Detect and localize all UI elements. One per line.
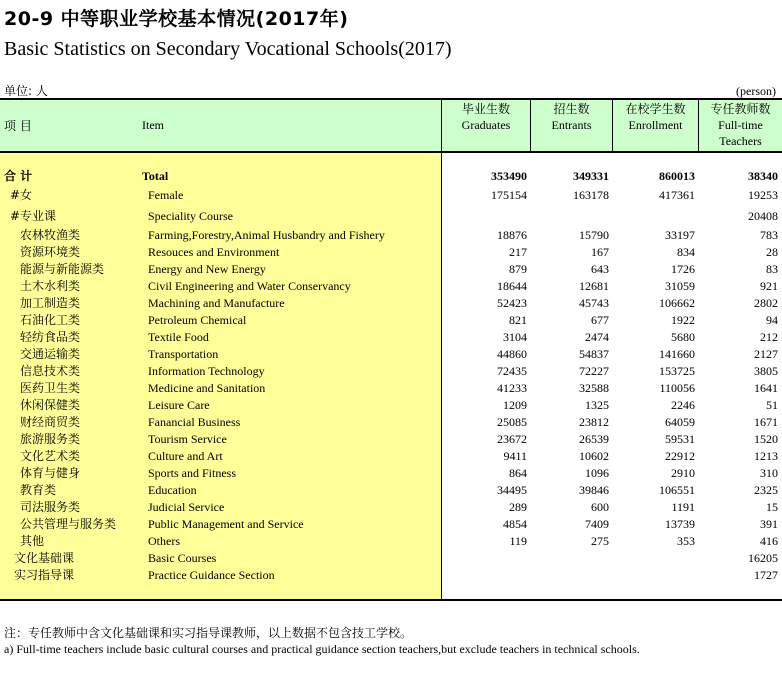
header-teachers-en-1: Full-time bbox=[718, 118, 763, 132]
cell-entrants: 45743 bbox=[579, 296, 609, 310]
row-label-en: Energy and New Energy bbox=[148, 262, 266, 276]
cell-entrants: 677 bbox=[591, 313, 609, 327]
row-label-cn: 能源与新能源类 bbox=[20, 262, 105, 276]
table-row bbox=[0, 567, 782, 584]
table-row bbox=[0, 550, 782, 567]
cell-graduates: 72435 bbox=[497, 364, 527, 378]
row-label-en: Others bbox=[148, 534, 180, 548]
table-row-total bbox=[0, 168, 782, 185]
row-label-en: Speciality Course bbox=[148, 209, 233, 223]
header-item-shade bbox=[0, 99, 441, 151]
cell-entrants: 39846 bbox=[579, 483, 609, 497]
table-row bbox=[0, 397, 782, 414]
table-row bbox=[0, 516, 782, 533]
cell-teachers: 921 bbox=[760, 279, 778, 293]
cell-enrollment: 5680 bbox=[671, 330, 695, 344]
cell-teachers: 1671 bbox=[754, 415, 778, 429]
cell-graduates: 353490 bbox=[491, 169, 527, 183]
cell-entrants: 1096 bbox=[585, 466, 609, 480]
cell-graduates: 25085 bbox=[497, 415, 527, 429]
row-label-en: Fanancial Business bbox=[148, 415, 241, 429]
row-label-cn: 财经商贸类 bbox=[20, 415, 81, 429]
cell-enrollment: 31059 bbox=[665, 279, 695, 293]
cell-graduates: 18876 bbox=[497, 228, 527, 242]
header-item-cn: 项 目 bbox=[4, 119, 32, 133]
table-row bbox=[0, 431, 782, 448]
cell-teachers: 15 bbox=[766, 500, 778, 514]
page-title-en: Basic Statistics on Secondary Vocational Schools(2017) bbox=[4, 38, 452, 60]
cell-entrants: 349331 bbox=[573, 169, 609, 183]
header-graduates-cn: 毕业生数 bbox=[461, 102, 510, 116]
cell-enrollment: 33197 bbox=[665, 228, 695, 242]
row-label-en: Public Management and Service bbox=[148, 517, 304, 531]
cell-teachers: 2325 bbox=[754, 483, 778, 497]
cell-enrollment: 141660 bbox=[659, 347, 695, 361]
cell-entrants: 167 bbox=[591, 245, 609, 259]
table-row-speciality bbox=[0, 208, 782, 225]
cell-teachers: 19253 bbox=[748, 188, 778, 202]
cell-entrants: 15790 bbox=[579, 228, 609, 242]
cell-entrants: 26539 bbox=[579, 432, 609, 446]
row-label-cn: 旅游服务类 bbox=[20, 432, 81, 446]
row-label-en: Civil Engineering and Water Conservancy bbox=[148, 279, 351, 293]
header-enrollment bbox=[613, 101, 698, 133]
table-row bbox=[0, 465, 782, 482]
row-label-cn: 交通运输类 bbox=[20, 347, 81, 361]
cell-graduates: 34495 bbox=[497, 483, 527, 497]
header-bottom-rule bbox=[0, 151, 782, 153]
cell-teachers: 1213 bbox=[754, 449, 778, 463]
table-row bbox=[0, 261, 782, 278]
row-label-en: Petroleum Chemical bbox=[148, 313, 247, 327]
table-row bbox=[0, 499, 782, 516]
cell-graduates: 217 bbox=[509, 245, 527, 259]
table-bottom-rule bbox=[0, 599, 782, 601]
cell-enrollment: 1726 bbox=[671, 262, 695, 276]
cell-enrollment: 2246 bbox=[671, 398, 695, 412]
table-row bbox=[0, 227, 782, 244]
table-row-female bbox=[0, 187, 782, 204]
table-top-rule bbox=[0, 98, 782, 100]
footnote-cn: 注：专任教师中含文化基础课和实习指导课教师，以上数据不包含技工学校。 bbox=[4, 626, 413, 640]
cell-enrollment: 1191 bbox=[671, 500, 695, 514]
header-teachers-cn: 专任教师数 bbox=[710, 102, 771, 116]
row-label-en: Culture and Art bbox=[148, 449, 223, 463]
cell-enrollment: 106551 bbox=[659, 483, 695, 497]
header-enrollment-cn: 在校学生数 bbox=[625, 102, 686, 116]
cell-graduates: 52423 bbox=[497, 296, 527, 310]
table-row bbox=[0, 329, 782, 346]
cell-teachers: 1641 bbox=[754, 381, 778, 395]
cell-graduates: 864 bbox=[509, 466, 527, 480]
header-graduates-en: Graduates bbox=[461, 118, 511, 132]
row-label-cn: 轻纺食品类 bbox=[20, 330, 81, 344]
cell-enrollment: 353 bbox=[677, 534, 695, 548]
cell-graduates: 9411 bbox=[503, 449, 527, 463]
row-label-cn: 其他 bbox=[20, 534, 45, 548]
cell-teachers: 51 bbox=[766, 398, 778, 412]
cell-graduates: 3104 bbox=[503, 330, 527, 344]
unit-label-cn: 单位: 人 bbox=[4, 84, 48, 98]
header-enrollment-en: Enrollment bbox=[628, 118, 683, 132]
cell-enrollment: 1922 bbox=[671, 313, 695, 327]
unit-label-en: (person) bbox=[736, 84, 776, 98]
cell-teachers: 28 bbox=[766, 245, 778, 259]
cell-teachers: 2127 bbox=[754, 347, 778, 361]
table-row bbox=[0, 244, 782, 261]
cell-entrants: 7409 bbox=[585, 517, 609, 531]
cell-graduates: 41233 bbox=[497, 381, 527, 395]
row-label-cn: #专业课 bbox=[10, 209, 57, 223]
table-row bbox=[0, 414, 782, 431]
row-label-en: Textile Food bbox=[148, 330, 209, 344]
row-label-en: Leisure Care bbox=[148, 398, 210, 412]
cell-entrants: 2474 bbox=[585, 330, 609, 344]
cell-teachers: 3805 bbox=[754, 364, 778, 378]
row-label-en: Female bbox=[148, 188, 184, 202]
cell-enrollment: 2910 bbox=[671, 466, 695, 480]
row-label-en: Farming,Forestry,Animal Husbandry and Fishery bbox=[148, 228, 385, 242]
row-label-cn: 合 计 bbox=[4, 169, 33, 183]
row-label-cn: 文化基础课 bbox=[14, 551, 75, 565]
row-label-cn: 资源环境类 bbox=[20, 245, 81, 259]
cell-graduates: 821 bbox=[509, 313, 527, 327]
row-label-en: Judicial Service bbox=[148, 500, 225, 514]
header-entrants bbox=[531, 101, 612, 133]
table-row bbox=[0, 295, 782, 312]
cell-teachers: 38340 bbox=[748, 169, 778, 183]
cell-graduates: 23672 bbox=[497, 432, 527, 446]
cell-teachers: 212 bbox=[760, 330, 778, 344]
cell-teachers: 2802 bbox=[754, 296, 778, 310]
table-row bbox=[0, 482, 782, 499]
cell-graduates: 879 bbox=[509, 262, 527, 276]
page-title-cn: 20-9 中等职业学校基本情况(2017年) bbox=[4, 8, 349, 30]
cell-entrants: 275 bbox=[591, 534, 609, 548]
cell-graduates: 18644 bbox=[497, 279, 527, 293]
cell-entrants: 54837 bbox=[579, 347, 609, 361]
cell-teachers: 16205 bbox=[748, 551, 778, 565]
cell-entrants: 1325 bbox=[585, 398, 609, 412]
cell-teachers: 1727 bbox=[754, 568, 778, 582]
footnote-en: a) Full-time teachers include basic cultural courses and practical guidance section teachers,but exclude teachers in technical schools. bbox=[4, 642, 640, 656]
row-label-en: Basic Courses bbox=[148, 551, 217, 565]
row-label-cn: 休闲保健类 bbox=[20, 398, 81, 412]
cell-teachers: 20408 bbox=[748, 209, 778, 223]
cell-entrants: 10602 bbox=[579, 449, 609, 463]
row-label-en: Sports and Fitness bbox=[148, 466, 237, 480]
cell-teachers: 1520 bbox=[754, 432, 778, 446]
cell-entrants: 600 bbox=[591, 500, 609, 514]
cell-graduates: 175154 bbox=[491, 188, 527, 202]
table-row bbox=[0, 533, 782, 550]
cell-graduates: 119 bbox=[509, 534, 527, 548]
header-entrants-en: Entrants bbox=[551, 118, 592, 132]
cell-enrollment: 106662 bbox=[659, 296, 695, 310]
cell-enrollment: 834 bbox=[677, 245, 695, 259]
cell-enrollment: 153725 bbox=[659, 364, 695, 378]
cell-graduates: 44860 bbox=[497, 347, 527, 361]
header-item-en: Item bbox=[142, 118, 164, 132]
row-label-en: Medicine and Sanitation bbox=[148, 381, 266, 395]
row-label-en: Education bbox=[148, 483, 197, 497]
row-label-en: Transportation bbox=[148, 347, 219, 361]
row-label-cn: 公共管理与服务类 bbox=[20, 517, 117, 531]
table-row bbox=[0, 346, 782, 363]
row-label-en: Practice Guidance Section bbox=[148, 568, 275, 582]
row-label-cn: 司法服务类 bbox=[20, 500, 81, 514]
cell-graduates: 4854 bbox=[503, 517, 527, 531]
cell-teachers: 83 bbox=[766, 262, 778, 276]
cell-graduates: 289 bbox=[509, 500, 527, 514]
header-entrants-cn: 招生数 bbox=[553, 102, 590, 116]
header-teachers-en-2: Teachers bbox=[719, 134, 762, 148]
table-row bbox=[0, 278, 782, 295]
cell-teachers: 391 bbox=[760, 517, 778, 531]
cell-entrants: 72227 bbox=[579, 364, 609, 378]
row-label-cn: 加工制造类 bbox=[20, 296, 81, 310]
row-label-en: Machining and Manufacture bbox=[148, 296, 285, 310]
cell-graduates: 1209 bbox=[503, 398, 527, 412]
cell-entrants: 643 bbox=[591, 262, 609, 276]
table-row bbox=[0, 312, 782, 329]
row-label-cn: 教育类 bbox=[20, 483, 57, 497]
row-label-cn: 体育与健身 bbox=[20, 466, 81, 480]
row-label-en: Resouces and Environment bbox=[148, 245, 280, 259]
row-label-cn: 文化艺术类 bbox=[20, 449, 81, 463]
cell-entrants: 32588 bbox=[579, 381, 609, 395]
row-label-cn: 信息技术类 bbox=[20, 364, 81, 378]
row-label-cn: 石油化工类 bbox=[20, 313, 81, 327]
header-teachers bbox=[699, 101, 782, 149]
cell-teachers: 783 bbox=[760, 228, 778, 242]
cell-enrollment: 13739 bbox=[665, 517, 695, 531]
row-label-en: Tourism Service bbox=[148, 432, 227, 446]
row-label-cn: 农林牧渔类 bbox=[20, 228, 81, 242]
row-label-cn: #女 bbox=[10, 188, 33, 202]
table-row bbox=[0, 380, 782, 397]
cell-entrants: 23812 bbox=[579, 415, 609, 429]
table-row bbox=[0, 448, 782, 465]
cell-enrollment: 860013 bbox=[659, 169, 695, 183]
header-graduates bbox=[442, 101, 530, 133]
cell-teachers: 310 bbox=[760, 466, 778, 480]
row-label-cn: 医药卫生类 bbox=[20, 381, 81, 395]
row-label-en: Total bbox=[142, 169, 169, 183]
cell-teachers: 94 bbox=[766, 313, 778, 327]
table-row bbox=[0, 363, 782, 380]
cell-entrants: 12681 bbox=[579, 279, 609, 293]
cell-enrollment: 22912 bbox=[665, 449, 695, 463]
row-label-cn: 实习指导课 bbox=[14, 568, 75, 582]
cell-entrants: 163178 bbox=[573, 188, 609, 202]
cell-enrollment: 59531 bbox=[665, 432, 695, 446]
cell-enrollment: 110056 bbox=[659, 381, 695, 395]
cell-enrollment: 64059 bbox=[665, 415, 695, 429]
row-label-cn: 土木水利类 bbox=[20, 279, 81, 293]
row-label-en: Information Technology bbox=[148, 364, 265, 378]
cell-teachers: 416 bbox=[760, 534, 778, 548]
cell-enrollment: 417361 bbox=[659, 188, 695, 202]
